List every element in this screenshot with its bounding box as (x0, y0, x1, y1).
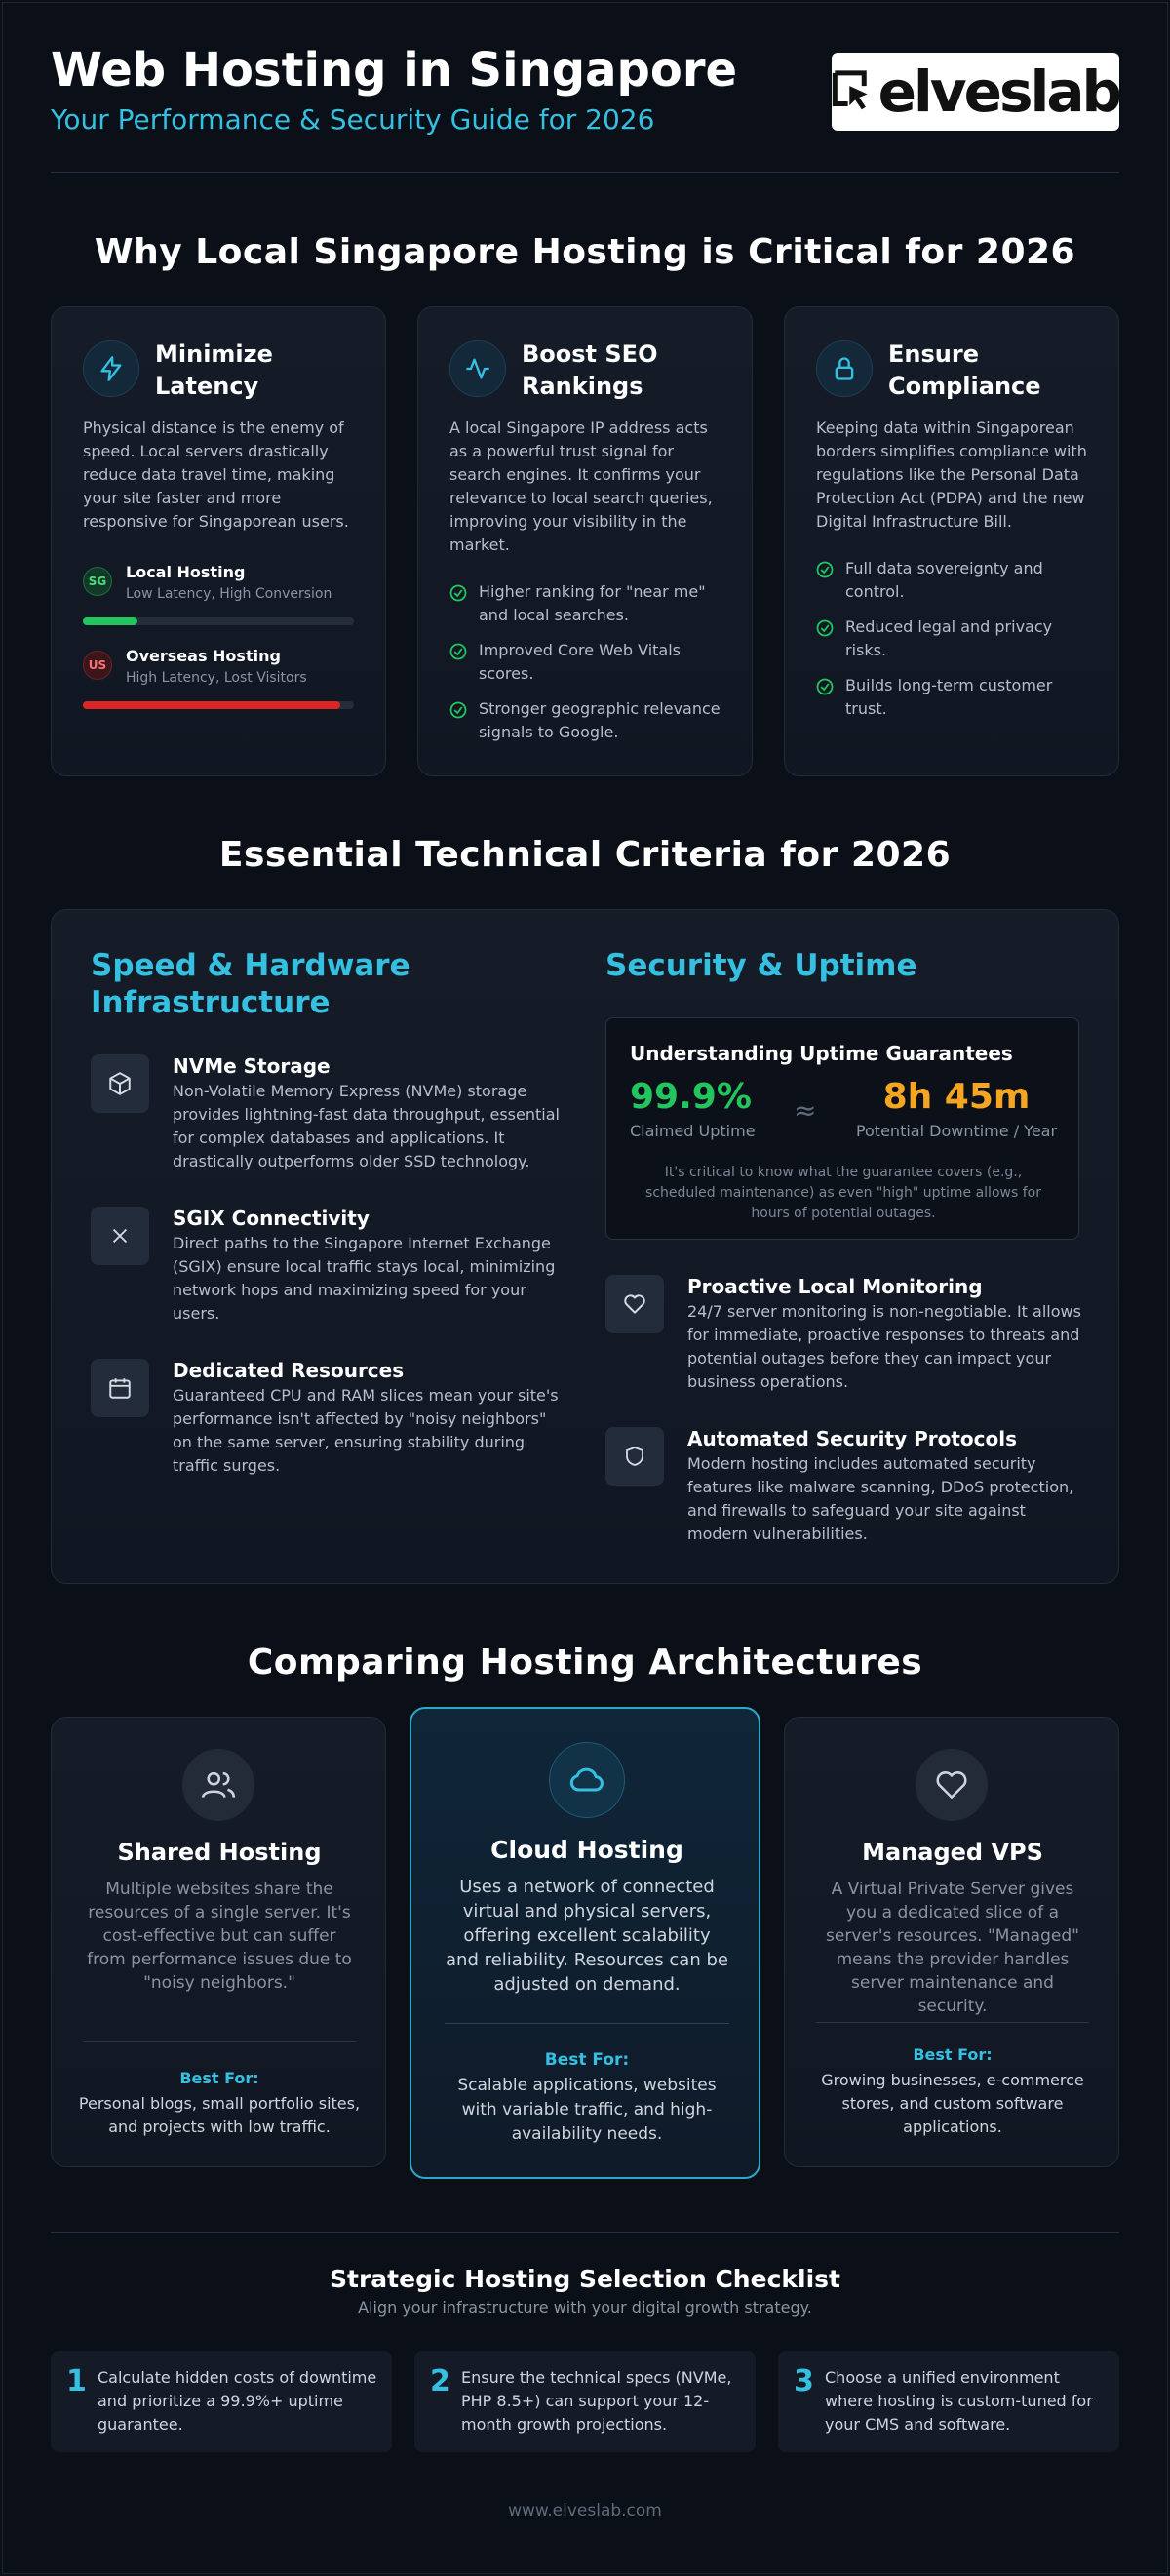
step-number: 2 (430, 2364, 450, 2398)
arch-card-shared (51, 1717, 386, 2167)
check-circle-icon (816, 678, 834, 695)
checklist-step (51, 2351, 392, 2452)
us-badge: US (83, 651, 112, 680)
lightning-icon (83, 340, 139, 397)
arch-card-title: Shared Hosting (117, 1839, 322, 1866)
checklist-title: Strategic Hosting Selection Checklist (330, 2265, 840, 2293)
seo-check-list (449, 580, 726, 744)
check-circle-icon (449, 701, 467, 719)
arch-card-divider (445, 2023, 729, 2024)
compliance-check-list (816, 557, 1093, 721)
logo-wordmark: elveslab (878, 59, 1119, 125)
criteria-section-title: Essential Technical Criteria for 2026 (218, 835, 952, 875)
step-text: Ensure the technical specs (NVMe, PHP 8.5+) can support your 12-month growth projections. (461, 2368, 732, 2434)
latency-bar-track (83, 617, 354, 625)
why-card-title: Ensure Compliance (888, 340, 1041, 400)
pulse-icon (449, 340, 506, 397)
speed-column-heading: Speed & Hardware Infrastructure (91, 948, 410, 1020)
checklist-subtitle: Align your infrastructure with your digital growth strategy. (358, 2298, 812, 2317)
footer-link[interactable]: www.elveslab.com (508, 2501, 662, 2520)
sg-badge: SG (83, 567, 112, 596)
check-item (816, 674, 1093, 721)
best-for-text: Scalable applications, websites with variable traffic, and high-availability needs. (457, 2076, 717, 2144)
latency-label: Overseas Hosting (126, 647, 281, 665)
check-circle-icon (816, 561, 834, 578)
best-for-label: Best For: (544, 2050, 630, 2070)
page-title: Web Hosting in Singapore (51, 43, 738, 98)
approx-symbol: ≈ (794, 1094, 817, 1127)
criteria-item-title: Dedicated Resources (173, 1359, 405, 1382)
latency-bar-fill (83, 617, 137, 625)
shield-icon (605, 1427, 664, 1486)
criteria-panel (51, 909, 1119, 1584)
why-card-latency (51, 306, 386, 776)
why-card-body: A local Singapore IP address acts as a powerful trust signal for search engines. It confirms your relevance to local search queries, improving your visibility in the market. (449, 418, 713, 554)
lock-icon (816, 340, 873, 397)
check-item (816, 615, 1093, 662)
why-card-title: Boost SEO Rankings (522, 340, 658, 400)
heart-icon (916, 1749, 988, 1821)
latency-sublabel: Low Latency, High Conversion (126, 586, 332, 602)
security-column-heading: Security & Uptime (605, 948, 917, 983)
downtime-label: Potential Downtime / Year (855, 1122, 1058, 1140)
criteria-item-body: 24/7 server monitoring is non-negotiable. It allows for immediate, proactive responses to threats and potential outages before they can impact your business operations. (687, 1302, 1081, 1391)
check-item (816, 557, 1093, 604)
close-x-icon (91, 1207, 149, 1265)
check-item (449, 580, 726, 627)
arch-card-body: Multiple websites share the resources of a single server. It's cost-effective but can suffer from performance issues due to "noisy neighbors." (87, 1880, 352, 1993)
latency-label: Local Hosting (126, 563, 246, 581)
why-card-body: Physical distance is the enemy of speed. Local servers drastically reduce data travel time, making your site faster and more responsive for Singaporean users. (83, 418, 349, 531)
check-text: Improved Core Web Vitals scores. (479, 641, 682, 683)
why-section-title: Why Local Singapore Hosting is Critical for 2026 (94, 232, 1076, 272)
checklist-step (778, 2351, 1119, 2452)
check-text: Stronger geographic relevance signals to Google. (479, 699, 721, 741)
criteria-item-title: NVMe Storage (173, 1054, 331, 1078)
calendar-icon (91, 1359, 149, 1417)
check-text: Reduced legal and privacy risks. (845, 617, 1053, 659)
criteria-item-title: Proactive Local Monitoring (687, 1275, 983, 1298)
why-card-body: Keeping data within Singaporean borders simplifies compliance with regulations like the Personal Data Protection Act (PDPA) and the new Digital Infrastructure Bill. (816, 418, 1087, 531)
check-item (449, 697, 726, 744)
claimed-uptime-value: 99.9% (630, 1077, 752, 1117)
step-text: Choose a unified environment where hosting is custom-tuned for your CMS and software. (825, 2368, 1093, 2434)
architectures-section-title: Comparing Hosting Architectures (247, 1643, 923, 1683)
best-for-text: Personal blogs, small portfolio sites, and projects with low traffic. (78, 2094, 361, 2136)
cube-icon (91, 1054, 149, 1113)
check-circle-icon (816, 619, 834, 637)
arch-card-body: Uses a network of connected virtual and physical servers, offering excellent scalability and reliability. Resources can be adjusted on demand. (446, 1877, 728, 1995)
criteria-item-body: Guaranteed CPU and RAM slices mean your site's performance isn't affected by "noisy neighbors" on the same server, ensuring stability during traffic surges. (173, 1386, 559, 1475)
header-divider (51, 172, 1119, 173)
checklist-step (414, 2351, 756, 2452)
users-icon (182, 1749, 254, 1821)
checklist-divider (51, 2232, 1119, 2233)
check-text: Higher ranking for "near me" and local searches. (479, 582, 706, 624)
arch-card-vps (784, 1717, 1119, 2167)
check-text: Full data sovereignty and control. (845, 559, 1043, 601)
why-card-title: Minimize Latency (155, 340, 273, 400)
arch-card-title: Cloud Hosting (490, 1836, 683, 1864)
criteria-item-body: Modern hosting includes automated security features like malware scanning, DDoS protection, and firewalls to safeguard your site against modern vulnerabilities. (687, 1454, 1074, 1543)
why-card-seo (417, 306, 753, 776)
latency-bar-fill (83, 701, 340, 709)
why-card-compliance (784, 306, 1119, 776)
latency-sublabel: High Latency, Lost Visitors (126, 670, 307, 686)
criteria-item-title: Automated Security Protocols (687, 1427, 1018, 1450)
cursor-box-icon (832, 65, 873, 118)
arch-card-divider (816, 2022, 1089, 2023)
claimed-uptime-label: Claimed Uptime (630, 1122, 756, 1140)
check-circle-icon (449, 643, 467, 660)
arch-card-divider (83, 2041, 356, 2042)
criteria-item-body: Non-Volatile Memory Express (NVMe) storage provides lightning-fast data throughput, essential for complex databases and applications. It drastically outperforms older SSD technology. (173, 1082, 560, 1170)
best-for-label: Best For: (913, 2045, 993, 2064)
page-subtitle: Your Performance & Security Guide for 2026 (51, 103, 655, 136)
uptime-guarantee-box (605, 1017, 1079, 1240)
uptime-note: It's critical to know what the guarantee covers (e.g., scheduled maintenance) as even "high" uptime allows for hours of potential outages. (645, 1165, 1041, 1221)
best-for-label: Best For: (179, 2069, 259, 2087)
criteria-item-title: SGIX Connectivity (173, 1207, 370, 1230)
brand-logo[interactable] (832, 53, 1119, 131)
step-number: 3 (794, 2364, 814, 2398)
check-text: Builds long-term customer trust. (845, 676, 1053, 718)
step-text: Calculate hidden costs of downtime and prioritize a 99.9%+ uptime guarantee. (98, 2368, 377, 2434)
latency-bar-track (83, 701, 354, 709)
check-circle-icon (449, 584, 467, 602)
check-item (449, 639, 726, 686)
heart-icon (605, 1275, 664, 1333)
arch-card-title: Managed VPS (862, 1839, 1043, 1866)
criteria-item-body: Direct paths to the Singapore Internet Exchange (SGIX) ensure local traffic stays local, minimizing network hops and maximizing speed for your users. (173, 1234, 556, 1323)
arch-card-body: A Virtual Private Server gives you a dedicated slice of a server's resources. "Managed" means the provider handles server maintenance and security. (826, 1880, 1079, 2016)
step-number: 1 (66, 2364, 87, 2398)
arch-card-cloud (410, 1707, 760, 2179)
best-for-text: Growing businesses, e-commerce stores, and custom software applications. (821, 2071, 1084, 2136)
cloud-icon (549, 1742, 625, 1818)
uptime-box-title: Understanding Uptime Guarantees (630, 1042, 1013, 1065)
downtime-value: 8h 45m (882, 1077, 1031, 1117)
